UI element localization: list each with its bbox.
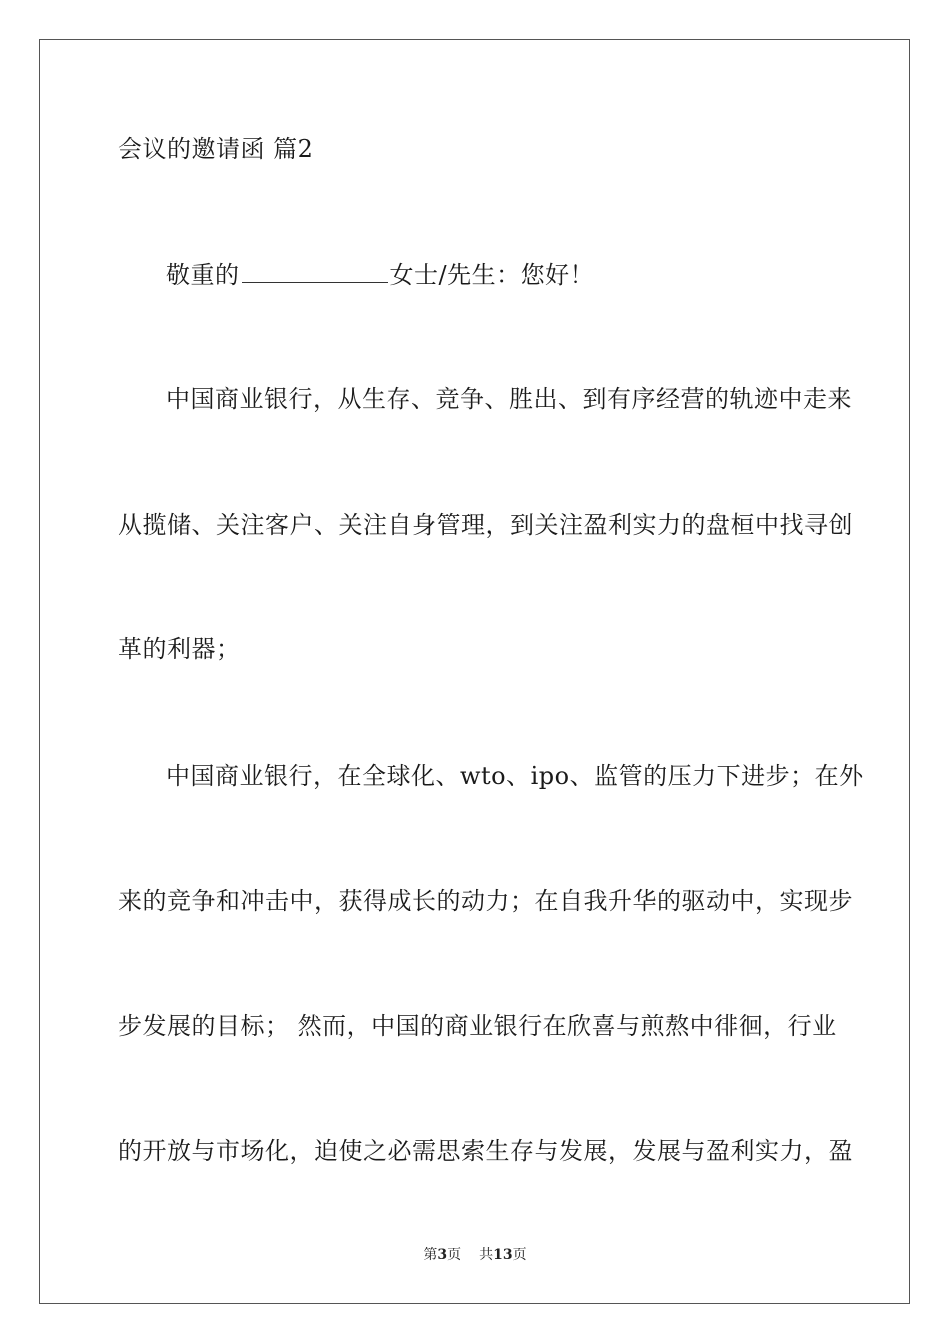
paragraph-1-line-2: 从揽储、关注客户、关注自身管理，到关注盈利实力的盘桓中找寻创 bbox=[118, 511, 853, 539]
total-prefix: 共 bbox=[479, 1247, 494, 1263]
paragraph-2-line-1: 中国商业银行，在全球化、wto、ipo、监管的压力下进步；在外 bbox=[166, 762, 864, 790]
page-footer bbox=[0, 1246, 950, 1264]
name-blank-field bbox=[242, 262, 388, 283]
salutation-prefix: 敬重的 bbox=[166, 261, 240, 289]
page-border bbox=[39, 39, 910, 1304]
paragraph-2-line-3: 步发展的目标； 然而，中国的商业银行在欣喜与煎熬中徘徊，行业 bbox=[118, 1012, 837, 1040]
page-prefix: 第 bbox=[423, 1247, 438, 1263]
page-current: 3 bbox=[437, 1247, 448, 1263]
salutation-suffix: 女士/先生：您好！ bbox=[389, 261, 595, 289]
salutation bbox=[166, 260, 886, 290]
paragraph-2-line-2: 来的竞争和冲击中，获得成长的动力；在自我升华的驱动中，实现步 bbox=[118, 887, 853, 915]
paragraph-2-line-4: 的开放与市场化，迫使之必需思索生存与发展，发展与盈利实力，盈 bbox=[118, 1137, 853, 1165]
page-unit: 页 bbox=[447, 1247, 462, 1263]
page-total: 13 bbox=[493, 1247, 513, 1263]
paragraph-1-line-1: 中国商业银行，从生存、竞争、胜出、到有序经营的轨迹中走来 bbox=[166, 385, 852, 413]
document-heading: 会议的邀请函 篇2 bbox=[118, 135, 314, 163]
paragraph-1-line-3: 革的利器； bbox=[118, 635, 241, 663]
total-unit: 页 bbox=[512, 1247, 527, 1263]
